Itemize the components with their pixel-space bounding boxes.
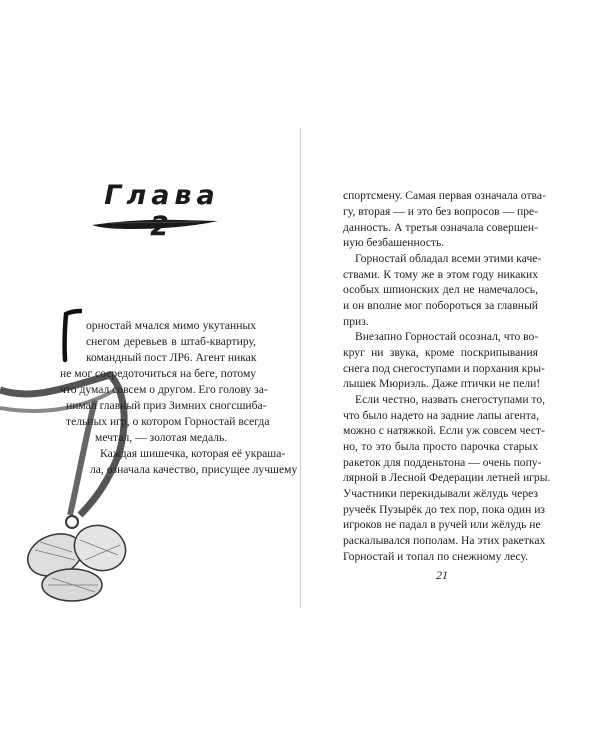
- text-line: ла, означала качество, присущее лучшему: [90, 463, 298, 476]
- text-line: ствами. К тому же в этом году никаких: [343, 268, 538, 281]
- text-line: командный пост ЛР6. Агент никак: [86, 351, 257, 364]
- text-line: Каждая шишечка, которая её украша-: [100, 447, 286, 460]
- text-line: приз.: [343, 315, 369, 328]
- text-line: тельных игр, о котором Горностай всегда: [66, 415, 270, 428]
- text-line: спортсмену. Самая первая означала отва-: [343, 189, 546, 202]
- text-line: данность. А третья означала совершен-: [343, 221, 538, 234]
- text-line: лярной в Лесной Федерации летней игры.: [343, 471, 551, 484]
- text-line: ную безбашенность.: [343, 236, 445, 249]
- text-line: ракеток для подденьтона — очень попу-: [343, 456, 542, 469]
- text-line: не мог сосредоточиться на беге, потому: [60, 367, 257, 380]
- text-line: снега под снегоступами и порхания кры-: [343, 362, 545, 375]
- text-line: орностай мчался мимо укутанных: [86, 319, 256, 332]
- text-line: Внезапно Горностай осознал, что во-: [355, 330, 539, 343]
- text-line: Участники перекидывали жёлудь через: [343, 487, 538, 500]
- text-line: Если честно, назвать снегоступами то,: [355, 393, 546, 406]
- page-number: 21: [436, 568, 448, 582]
- text-line: круг ни звука, кроме поскрипывания: [343, 346, 538, 359]
- text-line: Горностай и топал по снежному лесу.: [343, 550, 529, 563]
- text-line: ручеёк Пузырёк до тех пор, пока один из: [343, 503, 546, 516]
- text-line: лышек Мюриэль. Даже птички не пели!: [343, 377, 541, 390]
- drop-cap: [60, 308, 82, 364]
- text-line: и он вполне мог побороться за главный: [343, 299, 538, 312]
- text-line: нимал главный приз Зимних сногсшиба-: [66, 399, 267, 412]
- text-line: но, то это была просто парочка старых: [343, 440, 538, 453]
- chapter-title: Глава: [104, 180, 220, 211]
- text-line: Горностай обладал всеми этими каче-: [355, 252, 542, 265]
- text-line: мечтал, — золотая медаль.: [95, 431, 228, 444]
- text-line: гу, вторая — и это без вопросов — пре-: [343, 205, 539, 218]
- brush-stroke-underline: [90, 215, 220, 233]
- text-line: особых шпионских дел не намечалось,: [343, 283, 538, 296]
- text-line: можно с натяжкой. Если уж совсем чест-: [343, 424, 545, 437]
- text-line: что думал совсем о другом. Его голову за-: [60, 383, 268, 396]
- text-line: игроков не падал в ручей или жёлудь не: [343, 518, 541, 531]
- text-line: снегом деревьев в штаб-квартиру,: [86, 335, 256, 348]
- text-line: раскалывался пополам. На этих ракетках: [343, 534, 546, 547]
- page-gutter: [300, 128, 301, 608]
- text-line: что было надето на задние лапы агента,: [343, 409, 539, 422]
